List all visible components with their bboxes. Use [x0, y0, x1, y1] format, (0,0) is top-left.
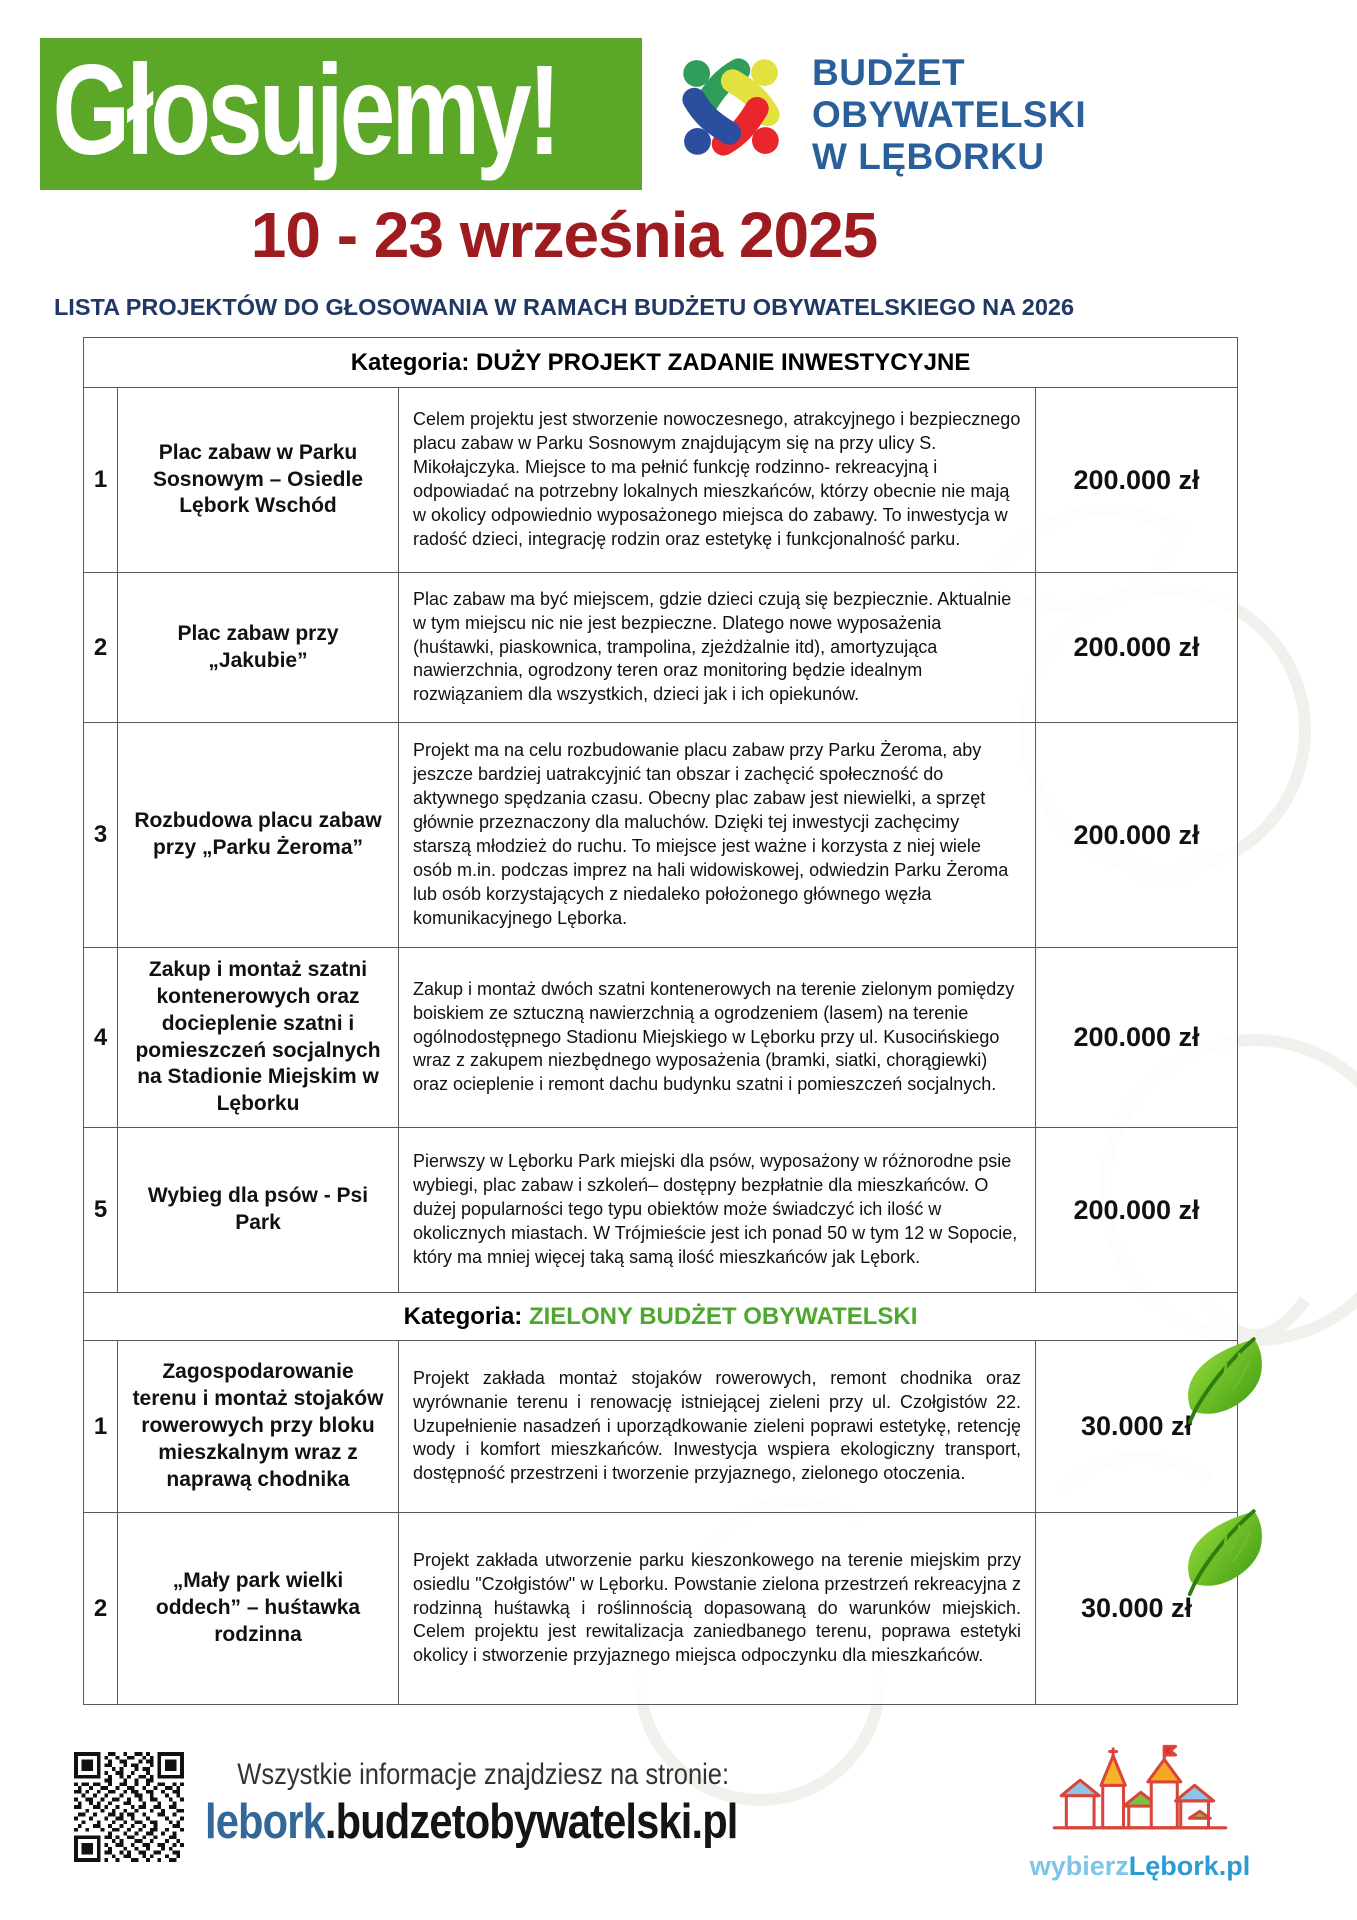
category-header-cell — [84, 338, 1238, 388]
row-number: 1 — [84, 1341, 118, 1513]
category-header-cell — [84, 1293, 1238, 1341]
budget-logo-wordmark — [812, 52, 1086, 178]
row-number: 1 — [84, 388, 118, 573]
table-row — [84, 1513, 1238, 1705]
table-row — [84, 388, 1238, 573]
town-logo-light: wybierz — [1029, 1851, 1129, 1881]
project-description: Celem projektu jest stworzenie nowoczesnego, atrakcyjnego i bezpiecznego placu zabaw w Parku Sosnowym znajdującym się na przy ulicy S. Mikołajczyka. Miejsce to ma pełnić funkcję rodzinno- rekreacyjną i odpowiadać na potrzebny lokalnych mieszkańców, którzy obecnie nie mają w okolicy odpowiednio wyposażonego miejsca do zabawy. To inwestycja w radość dzieci, integrację rodzin oraz estetykę i funkcjonalność parku. — [399, 388, 1036, 573]
table-row — [84, 573, 1238, 723]
project-amount: 30.000 zł — [1036, 1341, 1238, 1513]
project-amount: 30.000 zł — [1036, 1513, 1238, 1705]
project-amount: 200.000 zł — [1036, 723, 1238, 948]
category-prefix: Kategoria: — [350, 348, 477, 376]
project-title: Zagospodarowanie terenu i montaż stojaków rowerowych przy bloku mieszkalnym wraz z naprawą chodnika — [118, 1341, 399, 1513]
project-amount: 200.000 zł — [1036, 573, 1238, 723]
project-description: Projekt zakłada utworzenie parku kieszonkowego na terenie miejskim przy osiedlu "Czołgistów" w Lęborku. Powstanie zielona przestrzeń rekreacyjna z rodzinną huśtawką i roślinnością dopasowaną do warunków miejskich. Celem projektu jest rewitalizacja zaniedbanego terenu, poprawa estetyki okolicy i stworzenie przyjaznego miejsca odpoczynku dla mieszkańców. — [399, 1513, 1036, 1705]
row-number: 2 — [84, 573, 118, 723]
table-row — [84, 1341, 1238, 1513]
leaf-icon — [1168, 1332, 1288, 1440]
category-name: ZIELONY BUDŻET OBYWATELSKI — [528, 1302, 918, 1330]
project-description: Pierwszy w Lęborku Park miejski dla psów, wyposażony w różnorodne psie wybiegi, plac zabaw i szkoleń– dostępny bezpłatnie dla mieszkańców. O dużej popularności tego typu obiektów może świadczyć ich ilość w okolicznych miastach. W Trójmieście jest ich ponad 50 w tym 12 w Sopocie, który ma mniej więcej taką samą ilość mieszkańców jak Lębork. — [399, 1128, 1036, 1293]
voting-date-range: 10 - 23 września 2025 — [250, 199, 878, 271]
header-banner — [40, 38, 642, 190]
project-description: Zakup i montaż dwóch szatni kontenerowych na terenie zielonym pomiędzy boiskiem ze sztuczną nawierzchnią a ogrodzeniem (lasem) na terenie ogólnodostępnego Stadionu Miejskiego w Lęborku przy ul. Kusocińskiego wraz z zakupem niezbędnego wyposażenia (bramki, siatki, chorągiewki) oraz ocieplenie i remont dachu budynku szatni i pomieszczeń socjalnych. — [399, 948, 1036, 1128]
project-title: Wybieg dla psów - Psi Park — [118, 1128, 399, 1293]
project-description: Projekt ma na celu rozbudowanie placu zabaw przy Parku Żeroma, aby jeszcze bardziej uatrakcyjnić tan obszar i zachęcić społeczność do aktywnego spędzania czasu. Obecny plac zabaw jest niewielki, a sprzęt głównie przeznaczony dla maluchów. Dzięki tej inwestycji zachęcimy starszą młodzież do ruchu. To miejsce jest ważne i korzysta z niej wiele osób m.in. podczas imprez na hali widowiskowej, odwiedzin Parku Żeroma lub osób korzystających z niedaleko położonego głównego węzła komunikacyjnego Lęborka. — [399, 723, 1036, 948]
people-pinwheel-icon — [668, 40, 794, 174]
row-number: 2 — [84, 1513, 118, 1705]
category-name: DUŻY PROJEKT ZADANIE INWESTYCYJNE — [476, 348, 971, 376]
project-description: Plac zabaw ma być miejscem, gdzie dzieci czują się bezpiecznie. Aktualnie w tym miejscu nic nie jest bezpieczne. Dlatego nowe wyposażenia (huśtawki, piaskownica, trampolina, zjeżdżalnie itd), amortyzująca nawierzchnia, ogrodzony teren oraz monitoring będzie idealnym rozwiązaniem dla wszystkich, dzieci jak i ich opiekunów. — [399, 573, 1036, 723]
qr-code — [74, 1752, 184, 1862]
category-prefix: Kategoria: — [403, 1302, 529, 1330]
table-row — [84, 1128, 1238, 1293]
category-header-investment — [84, 338, 1238, 388]
footer-info — [205, 1758, 845, 1850]
table-row — [84, 723, 1238, 948]
town-logo-dark: Lębork.pl — [1128, 1851, 1251, 1881]
project-amount: 200.000 zł — [1036, 388, 1238, 573]
logo-line-2: OBYWATELSKI — [812, 94, 1087, 135]
banner-title: Głosujemy! — [52, 39, 558, 182]
footer-url-prefix: lebork — [205, 1795, 325, 1849]
project-description: Projekt zakłada montaż stojaków rowerowych, remont chodnika oraz wyrównanie terenu i renowację istniejącej zieleni przy ul. Czołgistów 22. Uzupełnienie nasadzeń i uporządkowanie zieleni poprawi estetykę, retencję wody i komfort mieszkańców. Inwestycja wspiera ekologiczny transport, dostępność przestrzeni i tworzenie przyjaznego, zielonego otoczenia. — [399, 1341, 1036, 1513]
row-number: 5 — [84, 1128, 118, 1293]
projects-table — [83, 337, 1238, 1705]
footer-url-suffix: .budzetobywatelski.pl — [324, 1795, 738, 1849]
project-title: Rozbudowa placu zabaw przy „Parku Żeroma” — [118, 723, 399, 948]
town-skyline-icon — [1035, 1742, 1245, 1846]
footer-url — [205, 1794, 738, 1850]
project-title: Plac zabaw w Parku Sosnowym – Osiedle Lębork Wschód — [118, 388, 399, 573]
project-amount: 200.000 zł — [1036, 948, 1238, 1128]
project-title: Plac zabaw przy „Jakubie” — [118, 573, 399, 723]
row-number: 3 — [84, 723, 118, 948]
footer-info-line: Wszystkie informacje znajdziesz na stronie: — [237, 1758, 730, 1791]
town-logo-wordmark — [1028, 1851, 1252, 1882]
list-title: LISTA PROJEKTÓW DO GŁOSOWANIA W RAMACH BUDŻETU OBYWATELSKIEGO NA 2026 — [53, 294, 1075, 320]
logo-line-1: BUDŻET — [812, 52, 966, 93]
table-row — [84, 948, 1238, 1128]
project-title: Zakup i montaż szatni kontenerowych oraz docieplenie szatni i pomieszczeń socjalnych na Stadionie Miejskim w Lęborku — [118, 948, 399, 1128]
leaf-icon — [1168, 1504, 1288, 1612]
logo-line-3: W LĘBORKU — [812, 136, 1045, 177]
project-amount: 200.000 zł — [1036, 1128, 1238, 1293]
project-title: „Mały park wielki oddech” – huśtawka rodzinna — [118, 1513, 399, 1705]
row-number: 4 — [84, 948, 118, 1128]
category-header-green — [84, 1293, 1238, 1341]
town-logo — [1028, 1742, 1252, 1882]
